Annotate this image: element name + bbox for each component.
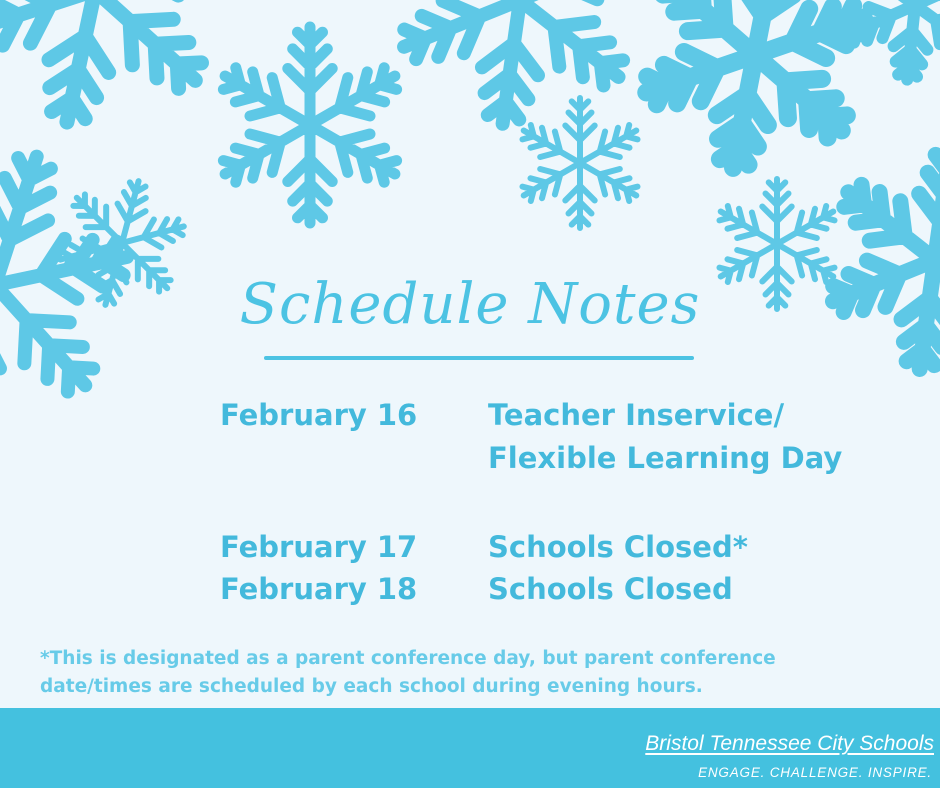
organization-name: Bristol Tennessee City Schools: [645, 732, 934, 755]
schedule-event: Flexible Learning Day: [488, 441, 843, 475]
snowflake-icon: [0, 0, 240, 147]
title-underline: [264, 356, 694, 360]
schedule-date: February 17: [220, 530, 418, 564]
snowflake-icon: [841, 0, 940, 87]
snowflake-arms: [823, 138, 940, 383]
snowflake-arms: [0, 0, 240, 147]
footnote-line: *This is designated as a parent conference day, but parent conference: [40, 648, 776, 669]
snowflake-arms: [393, 0, 647, 139]
schedule-event: Schools Closed: [488, 572, 733, 606]
snowflake-icon: [523, 98, 638, 228]
snowflake-icon: [823, 138, 940, 383]
snowflake-icon: [633, 0, 877, 187]
schedule-event: Teacher Inservice/: [488, 398, 785, 432]
organization-tagline: ENGAGE. CHALLENGE. INSPIRE.: [698, 765, 932, 780]
snowflake-arms: [523, 98, 638, 228]
snowflake-icon: [393, 0, 647, 139]
schedule-date: February 18: [220, 572, 418, 606]
snowflake-arms: [841, 0, 940, 87]
footnote: [40, 645, 900, 701]
snowflake-arms: [633, 0, 877, 187]
schedule-event: Schools Closed*: [488, 530, 748, 564]
snowflake-arms: [223, 27, 396, 223]
footnote-line: date/times are scheduled by each school during evening hours.: [40, 676, 703, 697]
schedule-date: February 16: [220, 398, 418, 432]
page-title: Schedule Notes: [239, 272, 701, 337]
snowflake-icon: [223, 27, 396, 223]
